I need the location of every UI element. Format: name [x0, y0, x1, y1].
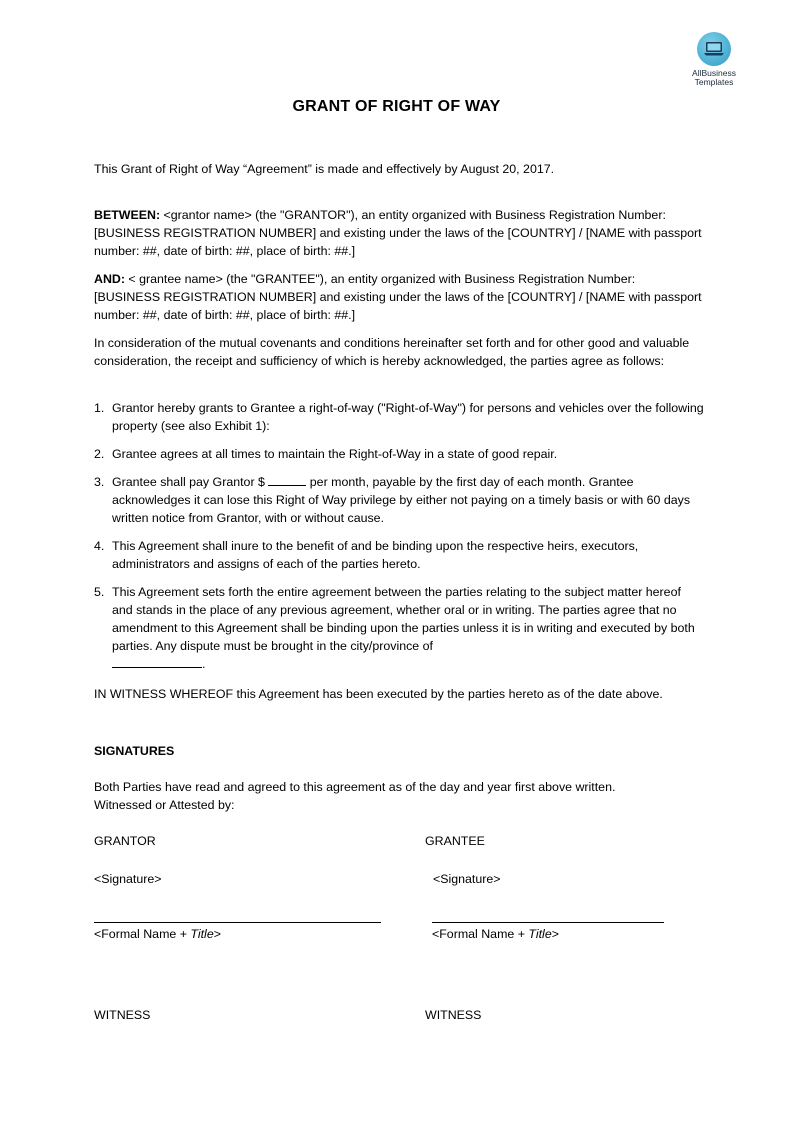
and-paragraph: [94, 270, 704, 324]
clause-text: This Agreement sets forth the entire agreement between the parties relating to the subject matter hereof and stands in the place of any previous agreement, whether oral or in writing. The parties agree that no amendment to this Agreement shall be binding upon the parties unless it is in writing and executed by both parties. Any dispute must be brought in the city/province of: [112, 585, 695, 653]
list-item: [94, 537, 704, 573]
logo-text: AllBusiness Templates: [692, 68, 736, 87]
between-paragraph: [94, 206, 704, 260]
and-label: AND:: [94, 272, 125, 286]
signatures-heading: SIGNATURES: [94, 744, 175, 758]
intro-paragraph: This Grant of Right of Way “Agreement” is made and effectively by August 20, 2017.: [94, 162, 555, 176]
between-text: <grantor name> (the "GRANTOR"), an entity organized with Business Registration Number: [BUSINESS REGISTRATION NUMBER] and existing under the laws of the [COUNTRY] / [NAME with passport number: ##, date of birth: ##, place of birth: ##.]: [94, 208, 702, 258]
clause-list: [94, 399, 704, 683]
both-parties-paragraph: [94, 778, 704, 814]
clause-end: .: [202, 657, 206, 671]
list-number: 2.: [94, 447, 105, 461]
both-parties-line-2: Witnessed or Attested by:: [94, 798, 235, 812]
list-number: 5.: [94, 585, 105, 599]
list-item: [94, 473, 704, 527]
both-parties-line-1: Both Parties have read and agreed to this agreement as of the day and year first above written.: [94, 780, 616, 794]
grantee-witness-label: WITNESS: [425, 1008, 482, 1022]
list-item: [94, 445, 704, 463]
consideration-paragraph: In consideration of the mutual covenants and conditions hereinafter set forth and for other good and valuable consideration, the receipt and sufficiency of which is hereby acknowledged, the parties agree as follows:: [94, 336, 690, 368]
list-item: [94, 583, 704, 673]
amount-blank: [268, 485, 306, 486]
list-number: 3.: [94, 475, 105, 489]
list-number: 4.: [94, 539, 105, 553]
and-text: < grantee name> (the "GRANTEE"), an entity organized with Business Registration Number: [BUSINESS REGISTRATION NUMBER] and existing under the laws of the [COUNTRY] / [NAME with passport number: ##, date of birth: ##, place of birth: ##.]: [94, 272, 702, 322]
grantor-formal-name: <Formal Name + Title>: [94, 927, 221, 941]
grantee-signature-placeholder: <Signature>: [433, 872, 501, 886]
grantor-witness-label: WITNESS: [94, 1008, 151, 1022]
grantee-formal-name: <Formal Name + Title>: [432, 927, 559, 941]
grantee-label: GRANTEE: [425, 834, 485, 848]
clause-text: Grantor hereby grants to Grantee a right-of-way ("Right-of-Way") for persons and vehicles over the following property (see also Exhibit 1):: [112, 401, 704, 433]
grantee-signature-line: [432, 922, 664, 923]
laptop-icon: [697, 32, 731, 66]
between-label: BETWEEN:: [94, 208, 161, 222]
clause-text: This Agreement shall inure to the benefit of and be binding upon the respective heirs, executors, administrators and assigns of each of the parties hereto.: [112, 539, 639, 571]
grantor-label: GRANTOR: [94, 834, 156, 848]
grantor-signature-placeholder: <Signature>: [94, 872, 162, 886]
witness-whereof-paragraph: IN WITNESS WHEREOF this Agreement has been executed by the parties hereto as of the date above.: [94, 687, 663, 701]
clause-text-pre: Grantee shall pay Grantor $: [112, 475, 269, 489]
allbusiness-logo: [682, 32, 746, 87]
list-item: [94, 399, 704, 435]
grantor-signature-line: [94, 922, 381, 923]
jurisdiction-blank: [112, 667, 202, 668]
document-title: GRANT OF RIGHT OF WAY: [292, 98, 501, 115]
clause-text-post: per month, payable by the first day of each month. Grantee acknowledges it can lose this Right of Way privilege by either not paying on a timely basis or with 60 days written notice from Grantor, with or without cause.: [112, 475, 691, 525]
list-number: 1.: [94, 401, 105, 415]
clause-text: Grantee agrees at all times to maintain the Right-of-Way in a state of good repair.: [112, 447, 558, 461]
